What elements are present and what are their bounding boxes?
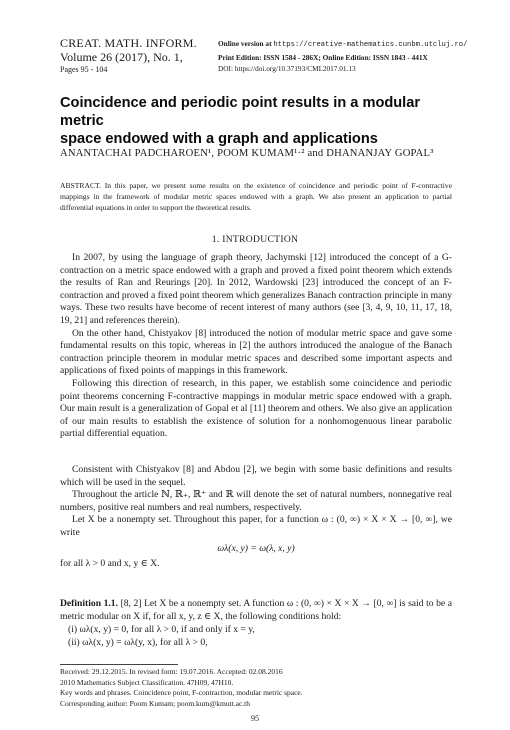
definition-label: Definition 1.1.: [60, 598, 118, 609]
condition-ii: (ii) ωλ(x, y) = ωλ(y, x), for all λ > 0,: [68, 636, 208, 648]
footnotes: [60, 667, 303, 709]
paragraph-1: In 2007, by using the language of graph theory, Jachymski [12] introduced the concept of a G-contraction on a metric space endowed with a graph and proved a fixed point theorem which extends the results of Ran and Reurings [20]. In 2012, Wardowski [23] introduced the concept of an F-contraction and proved a fixed point theorem which generalizes Banach contraction principle in many ways. These two results have become of recent interest of many authors (see [3, 4, 9, 10, 11, 17, 18, 19, 21] and references therein).: [60, 252, 452, 326]
journal-volume: Volume 26 (2017), No. 1,: [60, 50, 183, 64]
definition-block: [60, 598, 452, 623]
preliminaries-body: [60, 464, 452, 571]
abstract-label: ABSTRACT.: [60, 181, 101, 190]
doi-line[interactable]: DOI: https://doi.org/10.37193/CMI.2017.01.13: [218, 64, 356, 73]
paragraph-5: Throughout the article ℕ, ℝ₊, ℝ⁺ and ℝ will denote the set of natural numbers, nonnegative real numbers, positive real numbers and real numbers, respectively.: [60, 489, 452, 513]
paragraph-4: Consistent with Chistyakov [8] and Abdou [2], we begin with some basic definitions and results which will be used in the sequel.: [60, 464, 452, 488]
definition-text: [8, 2] Let X be a nonempty set. A function ω : (0, ∞) × X × X → [0, ∞] is said to be a metric modular on X if, for all x, y, z ∈ X, the following conditions hold:: [60, 598, 452, 622]
paragraph-2: On the other hand, Chistyakov [8] introduced the notion of modular metric space and gave some fundamental results on this topic, whereas in [2] the authors introduced the analogue of the Banach contraction principle theorem in modular metric spaces and described some important aspects and applications of fixed points of mappings in this framework.: [60, 327, 452, 377]
journal-info: [60, 36, 197, 76]
journal-pages: Pages 95 - 104: [60, 65, 108, 74]
issn-line: Print Edition: ISSN 1584 - 286X; Online Edition: ISSN 1843 - 441X: [218, 52, 428, 62]
footnote-rule: [60, 664, 178, 665]
abstract-text: In this paper, we present some results on the existence of coincidence and periodic point of F-contractive mappings in the framework of modular metric spaces endowed with a graph. We also present an application to partial differential equations in order to support the theoretical results.: [60, 181, 452, 212]
footnote-received: Received: 29.12.2015. In revised form: 19.07.2016. Accepted: 02.08.2016: [60, 667, 283, 676]
footnote-classification: 2010 Mathematics Subject Classification. 47H09, 47H10.: [60, 677, 234, 687]
online-url-link[interactable]: https://creative-mathematics.cunbm.utcluj.ro/: [273, 41, 468, 49]
publication-info: [218, 38, 467, 75]
online-version-line: [218, 38, 467, 52]
condition-i: (i) ωλ(x, y) = 0, for all λ > 0, if and only if x = y,: [68, 624, 255, 635]
journal-name: CREAT. MATH. INFORM.: [60, 36, 197, 50]
page-number: 95: [251, 714, 259, 723]
author-list: ANANTACHAI PADCHAROEN¹, POOM KUMAM¹·² and DHANANJAY GOPAL³: [60, 148, 434, 159]
footnote-corresponding: Corresponding author: Poom Kumam; poom.kum@kmutt.ac.th: [60, 698, 251, 708]
paragraph-3: Following this direction of research, in this paper, we establish some coincidence and periodic point theorems concerning F-contractive mappings in modular metric space endowed with a graph. Our main result is a generalization of Gopal et al [11] theorem and others. We also give an application of our main results to establish the existence of solution for a nonhomogenuous linear parabolic partial differential equation.: [60, 377, 452, 440]
definition-conditions: [68, 624, 255, 649]
online-label: Online version at: [218, 39, 272, 48]
paper-title: Coincidence and periodic point results in a modular metric space endowed with a graph and applications: [60, 95, 421, 147]
section-heading: 1. INTRODUCTION: [211, 234, 299, 245]
footnote-keywords: Key words and phrases. Coincidence point, F-contraction, modular metric space.: [60, 688, 303, 697]
equation: ωλ(x, y) = ω(λ, x, y): [217, 542, 295, 554]
equation-qualifier: for all λ > 0 and x, y ∈ X.: [60, 558, 160, 570]
abstract: [60, 181, 452, 213]
introduction-body: [60, 252, 452, 441]
paragraph-6: Let X be a nonempty set. Throughout this paper, for a function ω : (0, ∞) × X × X → [0, ∞], we write: [60, 514, 452, 538]
